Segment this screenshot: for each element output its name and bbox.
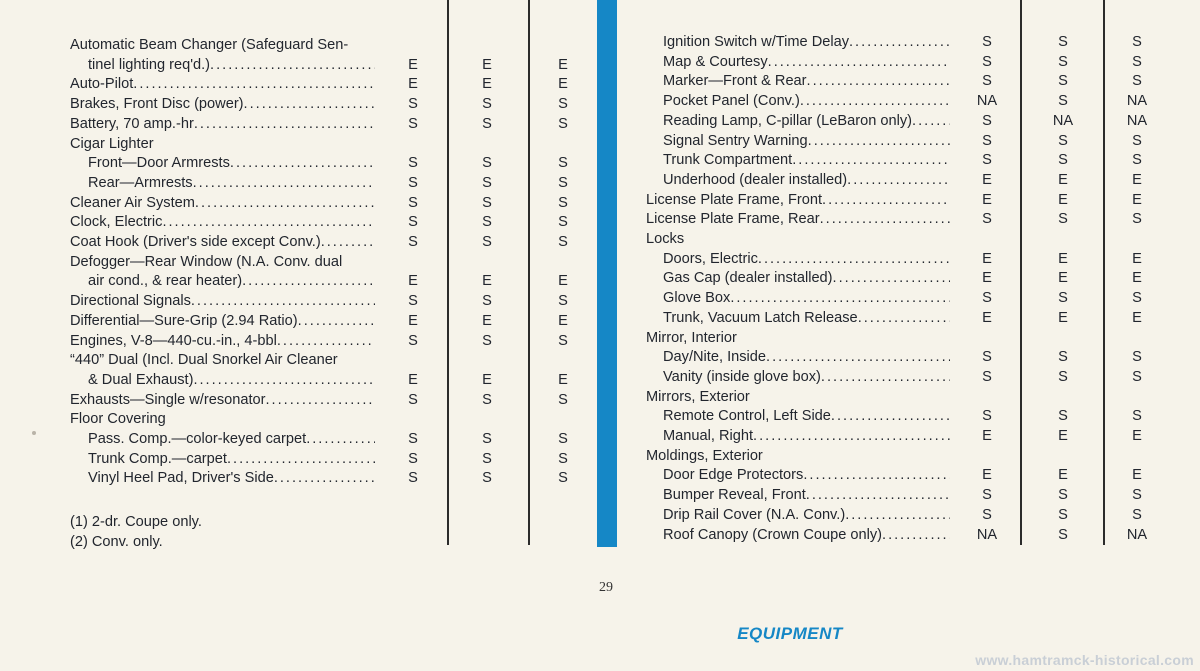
table-row	[0, 170, 1200, 190]
equipment-label: Trunk, Vacuum Latch Release	[663, 309, 858, 326]
equipment-label: Coat Hook (Driver's side except Conv.)	[70, 234, 321, 250]
dot-leader	[800, 91, 950, 111]
availability-code: E	[982, 191, 992, 208]
equipment-label: Exhausts—Single w/resonator	[70, 391, 266, 408]
availability-code: E	[1132, 270, 1142, 287]
availability-code: S	[558, 234, 568, 250]
equipment-label: “440” Dual (Incl. Dual Snorkel Air Cleaner	[70, 352, 338, 369]
dot-leader	[807, 71, 950, 91]
equipment-label: Trunk Comp.—carpet	[88, 450, 227, 467]
equipment-label: License Plate Frame, Rear	[646, 211, 820, 228]
table-row	[0, 209, 1200, 229]
equipment-label: Mirrors, Exterior	[646, 388, 750, 405]
row-label-group	[646, 328, 1026, 348]
dot-leader	[822, 190, 950, 210]
availability-code: S	[1132, 73, 1142, 90]
availability-code: S	[982, 152, 992, 169]
equipment-label: Automatic Beam Changer (Safeguard Sen-	[70, 37, 349, 53]
table-row	[0, 229, 1200, 249]
availability-code: S	[982, 34, 992, 50]
equipment-label: air cond., & rear heater)	[88, 273, 243, 290]
availability-code: E	[482, 273, 492, 290]
table-row	[0, 387, 1200, 407]
equipment-label: Remote Control, Left Side	[663, 408, 831, 425]
equipment-label: tinel lighting req'd.)	[88, 56, 211, 73]
availability-code: E	[1058, 309, 1068, 326]
availability-code: E	[408, 56, 418, 73]
equipment-label: Brakes, Front Disc (power)	[70, 96, 244, 113]
row-label-group	[663, 288, 950, 308]
table-row	[0, 71, 1200, 91]
availability-code: E	[982, 467, 992, 484]
availability-code: S	[408, 96, 418, 113]
table-row	[0, 347, 1200, 367]
row-label-group	[663, 91, 950, 111]
table-row	[0, 406, 1200, 426]
availability-code: S	[1132, 408, 1142, 425]
availability-code: S	[982, 211, 992, 228]
availability-code: S	[558, 194, 568, 211]
availability-code: E	[408, 76, 418, 93]
availability-code: S	[408, 115, 418, 132]
availability-code: E	[1058, 191, 1068, 208]
availability-code: S	[408, 470, 418, 487]
equipment-label: Cleaner Air System	[70, 194, 195, 211]
availability-code: S	[1132, 506, 1142, 523]
availability-code: S	[558, 174, 568, 191]
dot-leader	[768, 52, 950, 72]
availability-code: E	[1058, 270, 1068, 287]
availability-code: S	[1132, 290, 1142, 307]
availability-code: S	[1058, 290, 1068, 307]
availability-code: E	[408, 371, 418, 388]
availability-code: S	[482, 450, 492, 467]
availability-code: S	[1058, 368, 1068, 385]
availability-code: E	[558, 56, 568, 73]
equipment-label: License Plate Frame, Front	[646, 191, 823, 208]
availability-code: S	[1058, 408, 1068, 425]
availability-code: S	[558, 155, 568, 172]
equipment-label: Manual, Right	[663, 428, 754, 444]
availability-code: E	[408, 273, 418, 290]
equipment-label: Mirror, Interior	[646, 329, 737, 346]
availability-code: E	[1058, 250, 1068, 267]
table-row	[0, 328, 1200, 348]
dot-leader	[833, 268, 950, 288]
dot-leader	[858, 308, 950, 328]
dot-leader	[882, 525, 950, 545]
row-label-group	[663, 71, 950, 91]
row-label-group	[663, 308, 950, 328]
row-label-group	[646, 229, 1026, 249]
availability-code: S	[1132, 487, 1142, 504]
table-row	[0, 426, 1200, 446]
availability-code: E	[1058, 467, 1068, 484]
availability-code: S	[982, 73, 992, 90]
availability-code: E	[1132, 428, 1142, 444]
equipment-label: Ignition Switch w/Time Delay	[663, 34, 849, 50]
availability-code: S	[408, 431, 418, 447]
availability-code: S	[482, 155, 492, 172]
equipment-label: Underhood (dealer installed)	[663, 171, 848, 188]
availability-code: S	[1058, 211, 1068, 228]
equipment-label: Differential—Sure-Grip (2.94 Ratio)	[70, 312, 298, 329]
availability-code: S	[1058, 152, 1068, 169]
dot-leader	[803, 465, 950, 485]
table-row	[0, 111, 1200, 131]
availability-code: S	[1058, 53, 1068, 70]
availability-code: S	[1132, 368, 1142, 385]
availability-code: E	[1058, 428, 1068, 444]
availability-code: S	[482, 194, 492, 211]
dot-leader	[820, 209, 950, 229]
equipment-label: Front—Door Armrests	[88, 155, 230, 172]
dot-leader	[845, 505, 950, 525]
equipment-label: Bumper Reveal, Front	[663, 487, 806, 504]
availability-code: S	[558, 470, 568, 487]
availability-code: S	[408, 450, 418, 467]
row-label-group	[663, 131, 950, 151]
availability-code: S	[1058, 132, 1068, 149]
equipment-label: Locks	[646, 231, 685, 247]
availability-code: S	[1132, 211, 1142, 228]
availability-code: S	[558, 450, 568, 467]
table-row	[0, 52, 1200, 72]
availability-code: S	[408, 214, 418, 231]
table-row	[0, 268, 1200, 288]
dot-leader	[847, 170, 950, 190]
equipment-label: Engines, V-8—440-cu.-in., 4-bbl	[70, 332, 277, 349]
availability-code: S	[1058, 506, 1068, 523]
availability-code: S	[482, 332, 492, 349]
availability-code: E	[1132, 191, 1142, 208]
availability-code: S	[1058, 34, 1068, 50]
availability-code: S	[408, 332, 418, 349]
availability-code: NA	[1126, 112, 1148, 129]
availability-code: E	[482, 56, 492, 73]
availability-code: NA	[1052, 112, 1074, 129]
row-label-group	[663, 52, 950, 72]
availability-code: S	[1058, 93, 1068, 110]
equipment-label: Gas Cap (dealer installed)	[663, 270, 833, 287]
equipment-label: Pass. Comp.—color-keyed carpet	[88, 431, 307, 447]
availability-code: E	[558, 371, 568, 388]
availability-code: S	[1132, 132, 1142, 149]
availability-code: NA	[976, 93, 998, 110]
availability-code: S	[482, 470, 492, 487]
equipment-label: Glove Box	[663, 290, 731, 307]
equipment-label: Drip Rail Cover (N.A. Conv.)	[663, 506, 846, 523]
equipment-label: Roof Canopy (Crown Coupe only)	[663, 526, 883, 543]
availability-code: E	[1132, 171, 1142, 188]
availability-code: NA	[1126, 526, 1148, 543]
row-label-group	[663, 406, 950, 426]
dot-leader	[912, 111, 950, 131]
equipment-label: Cigar Lighter	[70, 135, 154, 152]
availability-code: S	[558, 96, 568, 113]
dot-leader	[849, 32, 950, 52]
row-label-group	[663, 525, 950, 545]
table-row	[0, 367, 1200, 387]
table-row	[0, 288, 1200, 308]
watermark: www.hamtramck-historical.com	[975, 652, 1194, 668]
equipment-label: Map & Courtesy	[663, 53, 768, 70]
dot-leader	[758, 249, 950, 269]
row-label-group	[663, 268, 950, 288]
availability-code: S	[982, 408, 992, 425]
availability-code: S	[1058, 526, 1068, 543]
equipment-label: Doors, Electric	[663, 250, 758, 267]
availability-code: S	[982, 53, 992, 70]
dot-leader	[831, 406, 950, 426]
table-row	[0, 446, 1200, 466]
table-row	[0, 150, 1200, 170]
availability-code: S	[1058, 349, 1068, 366]
availability-code: S	[1058, 487, 1068, 504]
availability-code: S	[1058, 73, 1068, 90]
availability-code: E	[408, 312, 418, 329]
row-label-group	[663, 426, 950, 446]
equipment-label: Signal Sentry Warning	[663, 132, 808, 149]
availability-code: NA	[976, 526, 998, 543]
availability-code: E	[482, 312, 492, 329]
section-title: EQUIPMENT	[737, 624, 843, 643]
equipment-label: Door Edge Protectors	[663, 467, 804, 484]
table-row	[0, 190, 1200, 210]
dot-leader	[766, 347, 950, 367]
equipment-label: Rear—Armrests	[88, 174, 193, 191]
availability-code: E	[558, 273, 568, 290]
availability-code: NA	[1126, 93, 1148, 110]
availability-code: E	[558, 312, 568, 329]
dot-leader	[821, 367, 950, 387]
availability-code: S	[408, 391, 418, 408]
equipment-label: Reading Lamp, C-pillar (LeBaron only)	[663, 112, 913, 129]
page-number: 29	[599, 580, 613, 595]
availability-code: E	[982, 171, 992, 188]
availability-code: S	[558, 431, 568, 447]
availability-code: S	[482, 96, 492, 113]
equipment-label: Clock, Electric	[70, 214, 163, 231]
availability-code: S	[408, 234, 418, 250]
availability-code: S	[482, 214, 492, 231]
equipment-label: Floor Covering	[70, 411, 166, 428]
dot-leader	[808, 131, 950, 151]
availability-code: E	[1132, 467, 1142, 484]
availability-code: S	[982, 368, 992, 385]
availability-code: E	[982, 428, 992, 444]
availability-code: S	[982, 506, 992, 523]
row-label-group	[663, 347, 950, 367]
row-label-group	[646, 446, 1026, 466]
availability-code: S	[558, 115, 568, 132]
row-label-group	[646, 387, 1026, 407]
table-row	[0, 485, 1200, 505]
availability-code: S	[482, 391, 492, 408]
availability-code: E	[1132, 309, 1142, 326]
availability-code: S	[482, 293, 492, 310]
equipment-label: & Dual Exhaust)	[88, 371, 194, 388]
availability-code: E	[482, 76, 492, 93]
row-label-group	[663, 111, 950, 131]
availability-code: E	[982, 270, 992, 287]
table-row	[0, 131, 1200, 151]
availability-code: S	[1132, 152, 1142, 169]
availability-code: S	[982, 290, 992, 307]
equipment-label: Defogger—Rear Window (N.A. Conv. dual	[70, 253, 343, 270]
footnote: (2) Conv. only.	[70, 534, 163, 550]
equipment-label: Pocket Panel (Conv.)	[663, 93, 800, 110]
availability-code: S	[408, 293, 418, 310]
availability-code: S	[982, 487, 992, 504]
availability-code: E	[982, 309, 992, 326]
availability-code: E	[1058, 171, 1068, 188]
equipment-label: Moldings, Exterior	[646, 447, 763, 464]
availability-code: S	[982, 132, 992, 149]
dot-leader	[792, 150, 950, 170]
footnote: (1) 2-dr. Coupe only.	[70, 514, 202, 530]
availability-code: S	[482, 431, 492, 447]
availability-code: S	[1132, 53, 1142, 70]
availability-code: S	[482, 234, 492, 250]
row-label-group	[663, 170, 950, 190]
availability-code: E	[482, 371, 492, 388]
equipment-label: Day/Nite, Inside	[663, 349, 767, 366]
table-row	[0, 91, 1200, 111]
table-row	[0, 32, 1200, 52]
availability-code: S	[982, 349, 992, 366]
row-label-group	[646, 209, 950, 229]
equipment-label: Directional Signals	[70, 293, 191, 310]
dot-leader	[730, 288, 950, 308]
table-row	[0, 249, 1200, 269]
table-row	[0, 465, 1200, 485]
availability-code: E	[558, 76, 568, 93]
equipment-label: Vinyl Heel Pad, Driver's Side	[88, 470, 274, 487]
availability-code: S	[1132, 349, 1142, 366]
availability-code: S	[558, 214, 568, 231]
availability-code: S	[482, 115, 492, 132]
equipment-label: Battery, 70 amp.-hr	[70, 115, 194, 132]
row-label-group	[663, 32, 950, 52]
availability-code: E	[1132, 250, 1142, 267]
availability-code: S	[982, 112, 992, 129]
dot-leader	[753, 426, 950, 446]
availability-code: S	[482, 174, 492, 191]
equipment-label: Auto-Pilot	[70, 76, 134, 93]
equipment-label: Marker—Front & Rear	[663, 73, 807, 90]
availability-code: S	[408, 194, 418, 211]
availability-code: S	[558, 332, 568, 349]
row-label-group	[663, 367, 950, 387]
availability-code: S	[558, 293, 568, 310]
row-label-group	[663, 150, 950, 170]
paper-speck	[32, 431, 36, 435]
row-label-group	[663, 485, 950, 505]
equipment-label: Trunk Compartment	[663, 152, 793, 169]
dot-leader	[806, 485, 950, 505]
availability-code: S	[1132, 34, 1142, 50]
row-label-group	[663, 465, 950, 485]
availability-code: S	[408, 155, 418, 172]
row-label-group	[646, 190, 950, 210]
availability-code: S	[558, 391, 568, 408]
row-label-group	[663, 505, 950, 525]
availability-code: S	[408, 174, 418, 191]
row-label-group	[663, 249, 950, 269]
availability-code: E	[982, 250, 992, 267]
equipment-label: Vanity (inside glove box)	[663, 368, 821, 385]
table-row	[0, 308, 1200, 328]
